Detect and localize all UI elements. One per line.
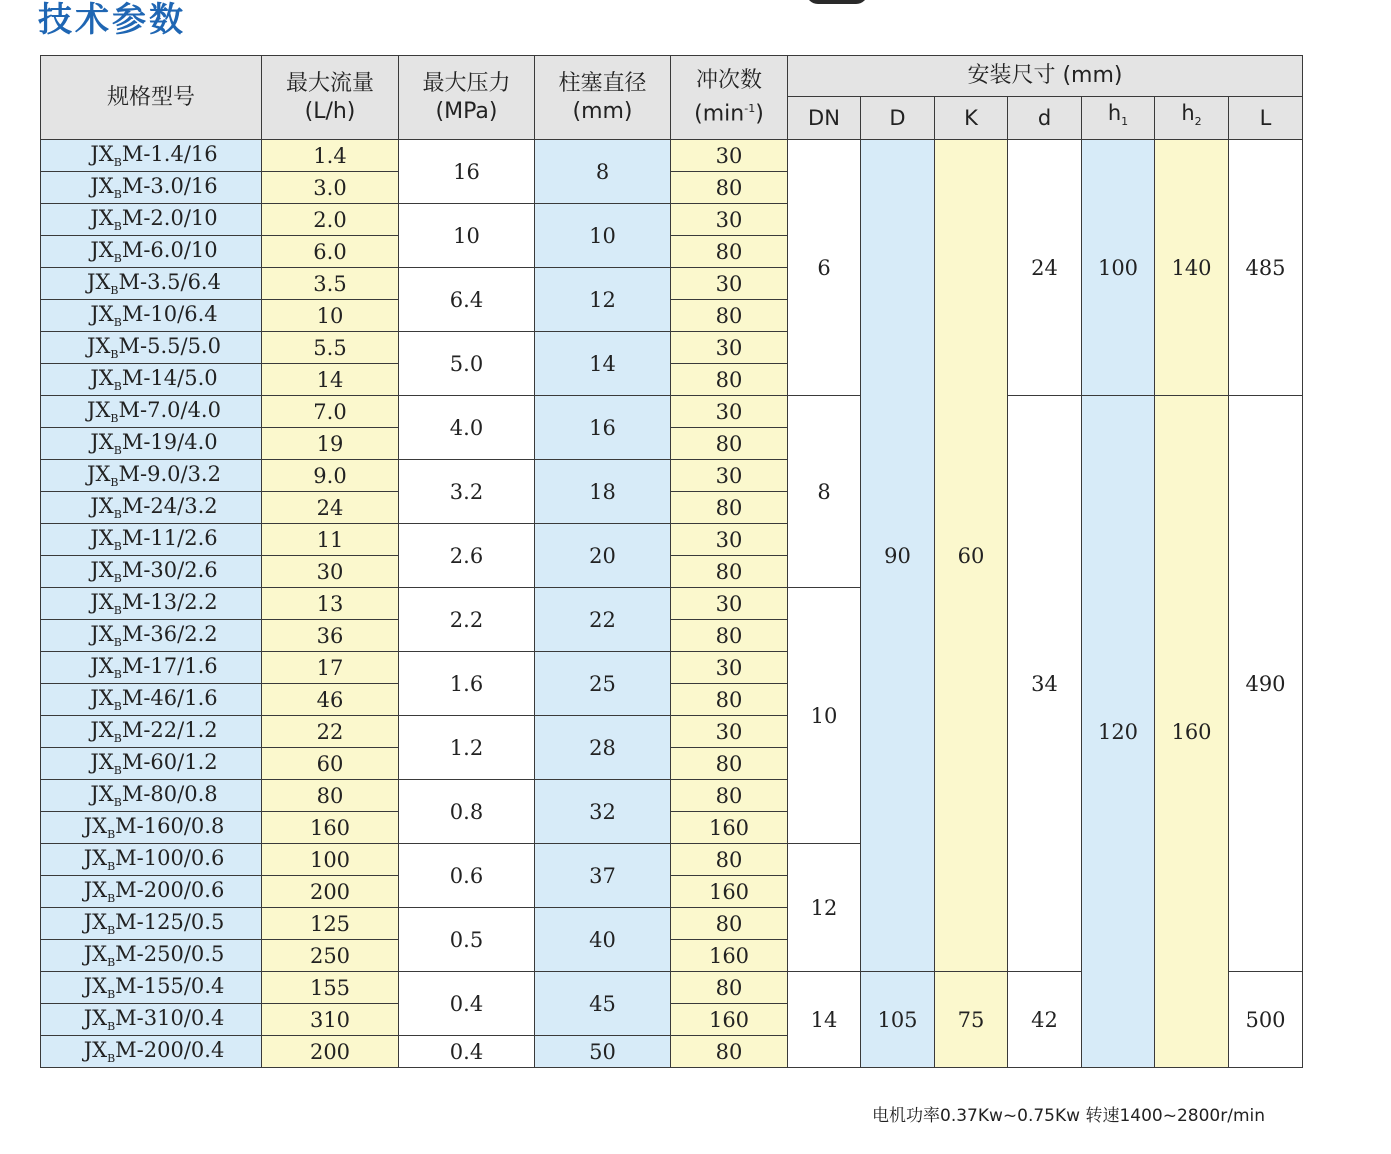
flow-cell: 14 [262,364,399,396]
plunger-cell: 18 [535,460,671,524]
pressure-cell: 16 [399,140,535,204]
model-cell: $JX_BM-200/0.4$ [41,1036,262,1068]
header-model: 规格型号 [41,56,262,140]
pressure-cell: 0.5 [399,908,535,972]
plunger-cell: 25 [535,652,671,716]
model-cell: $JX_BM-46/1.6$ [41,684,262,716]
model-cell: $JX_BM-19/4.0$ [41,428,262,460]
model-cell: $JX_BM-10/6.4$ [41,300,262,332]
flow-cell: 22 [262,716,399,748]
page-title: 技术参数 [38,0,186,40]
flow-cell: 11 [262,524,399,556]
model-cell: $JX_BM-36/2.2$ [41,620,262,652]
dn-cell: 14 [788,972,861,1068]
pressure-cell: 0.4 [399,1036,535,1068]
flow-cell: 6.0 [262,236,399,268]
flow-cell: 310 [262,1004,399,1036]
pressure-cell: 0.4 [399,972,535,1036]
stroke-cell: 80 [671,908,788,940]
header-h1: $h_1$ [1082,97,1155,140]
flow-cell: 250 [262,940,399,972]
flow-cell: 1.4 [262,140,399,172]
stroke-cell: 80 [671,364,788,396]
flow-cell: 3.5 [262,268,399,300]
flow-cell: 46 [262,684,399,716]
stroke-cell: 80 [671,300,788,332]
model-cell: $JX_BM-7.0/4.0$ [41,396,262,428]
pressure-cell: 1.6 [399,652,535,716]
model-cell: $JX_BM-6.0/10$ [41,236,262,268]
stroke-cell: 160 [671,1004,788,1036]
pressure-cell: 2.6 [399,524,535,588]
plunger-cell: 14 [535,332,671,396]
flow-cell: 5.5 [262,332,399,364]
flow-cell: 200 [262,876,399,908]
stroke-cell: 80 [671,748,788,780]
d-big-cell: 90 [861,140,935,972]
plunger-cell: 45 [535,972,671,1036]
model-cell: $JX_BM-30/2.6$ [41,556,262,588]
h2-cell: 140 [1155,140,1229,396]
pressure-cell: 1.2 [399,716,535,780]
model-cell: $JX_BM-14/5.0$ [41,364,262,396]
stroke-cell: 80 [671,844,788,876]
l-cell: 500 [1229,972,1303,1068]
flow-cell: 24 [262,492,399,524]
flow-cell: 7.0 [262,396,399,428]
header-k: K [935,97,1008,140]
pressure-cell: 6.4 [399,268,535,332]
product-image-fragment [806,0,868,4]
stroke-cell: 80 [671,780,788,812]
dn-cell: 10 [788,588,861,844]
stroke-cell: 30 [671,140,788,172]
model-cell: $JX_BM-1.4/16$ [41,140,262,172]
stroke-cell: 30 [671,524,788,556]
footer-note: 电机功率0.37Kw~0.75Kw 转速1400~2800r/min [872,1106,1266,1126]
stroke-cell: 30 [671,588,788,620]
model-cell: $JX_BM-22/1.2$ [41,716,262,748]
header-l: L [1229,97,1303,140]
d-small-cell: 34 [1008,396,1082,972]
flow-cell: 155 [262,972,399,1004]
header-dn: DN [788,97,861,140]
model-cell: $JX_BM-3.5/6.4$ [41,268,262,300]
flow-cell: 125 [262,908,399,940]
plunger-cell: 32 [535,780,671,844]
flow-cell: 9.0 [262,460,399,492]
plunger-cell: 12 [535,268,671,332]
model-cell: $JX_BM-13/2.2$ [41,588,262,620]
model-cell: $JX_BM-310/0.4$ [41,1004,262,1036]
stroke-cell: 80 [671,556,788,588]
flow-cell: 36 [262,620,399,652]
pressure-cell: 4.0 [399,396,535,460]
model-cell: $JX_BM-3.0/16$ [41,172,262,204]
stroke-cell: 30 [671,332,788,364]
stroke-cell: 160 [671,876,788,908]
stroke-cell: 80 [671,1036,788,1068]
stroke-cell: 80 [671,972,788,1004]
model-cell: $JX_BM-200/0.6$ [41,876,262,908]
header-install: 安装尺寸 (mm) [788,56,1303,97]
spec-table [40,55,1303,1068]
model-cell: $JX_BM-11/2.6$ [41,524,262,556]
flow-cell: 200 [262,1036,399,1068]
stroke-cell: 160 [671,940,788,972]
l-cell: 490 [1229,396,1303,972]
plunger-cell: 28 [535,716,671,780]
model-cell: $JX_BM-17/1.6$ [41,652,262,684]
header-flow: 最大流量 (L/h) [262,56,399,140]
header-h2: $h_2$ [1155,97,1229,140]
pressure-cell: 3.2 [399,460,535,524]
flow-cell: 17 [262,652,399,684]
model-cell: $JX_BM-9.0/3.2$ [41,460,262,492]
model-cell: $JX_BM-60/1.2$ [41,748,262,780]
model-cell: $JX_BM-24/3.2$ [41,492,262,524]
model-cell: $JX_BM-160/0.8$ [41,812,262,844]
plunger-cell: 16 [535,396,671,460]
k-cell: 75 [935,972,1008,1068]
flow-cell: 60 [262,748,399,780]
d-big-cell: 105 [861,972,935,1068]
plunger-cell: 22 [535,588,671,652]
model-cell: $JX_BM-155/0.4$ [41,972,262,1004]
stroke-cell: 80 [671,236,788,268]
plunger-cell: 20 [535,524,671,588]
d-small-cell: 24 [1008,140,1082,396]
flow-cell: 19 [262,428,399,460]
header-pressure: 最大压力 (MPa) [399,56,535,140]
model-cell: $JX_BM-125/0.5$ [41,908,262,940]
stroke-cell: 30 [671,652,788,684]
stroke-cell: 80 [671,172,788,204]
stroke-cell: 30 [671,460,788,492]
flow-cell: 30 [262,556,399,588]
stroke-cell: 80 [671,684,788,716]
dn-cell: 12 [788,844,861,972]
flow-cell: 160 [262,812,399,844]
model-cell: $JX_BM-2.0/10$ [41,204,262,236]
plunger-cell: 8 [535,140,671,204]
header-plunger: 柱塞直径 (mm) [535,56,671,140]
flow-cell: 2.0 [262,204,399,236]
stroke-cell: 30 [671,268,788,300]
pressure-cell: 0.8 [399,780,535,844]
d-small-cell: 42 [1008,972,1082,1068]
model-cell: $JX_BM-80/0.8$ [41,780,262,812]
h1-cell: 100 [1082,140,1155,396]
stroke-cell: 80 [671,428,788,460]
stroke-cell: 160 [671,812,788,844]
l-cell: 485 [1229,140,1303,396]
dn-cell: 8 [788,396,861,588]
h2-cell: 160 [1155,396,1229,1068]
plunger-cell: 50 [535,1036,671,1068]
plunger-cell: 10 [535,204,671,268]
stroke-cell: 30 [671,396,788,428]
header-d-big: D [861,97,935,140]
header-d-small: d [1008,97,1082,140]
stroke-cell: 30 [671,716,788,748]
pressure-cell: 2.2 [399,588,535,652]
spec-table-body [41,140,1303,1068]
pressure-cell: 5.0 [399,332,535,396]
stroke-cell: 30 [671,204,788,236]
flow-cell: 13 [262,588,399,620]
flow-cell: 3.0 [262,172,399,204]
model-cell: $JX_BM-250/0.5$ [41,940,262,972]
plunger-cell: 37 [535,844,671,908]
flow-cell: 10 [262,300,399,332]
h1-cell: 120 [1082,396,1155,1068]
stroke-cell: 80 [671,620,788,652]
model-cell: $JX_BM-5.5/5.0$ [41,332,262,364]
header-stroke: 冲次数 $(\min^{-1})$ [671,56,788,140]
flow-cell: 100 [262,844,399,876]
stroke-cell: 80 [671,492,788,524]
pressure-cell: 10 [399,204,535,268]
k-cell: 60 [935,140,1008,972]
model-cell: $JX_BM-100/0.6$ [41,844,262,876]
pressure-cell: 0.6 [399,844,535,908]
dn-cell: 6 [788,140,861,396]
flow-cell: 80 [262,780,399,812]
plunger-cell: 40 [535,908,671,972]
